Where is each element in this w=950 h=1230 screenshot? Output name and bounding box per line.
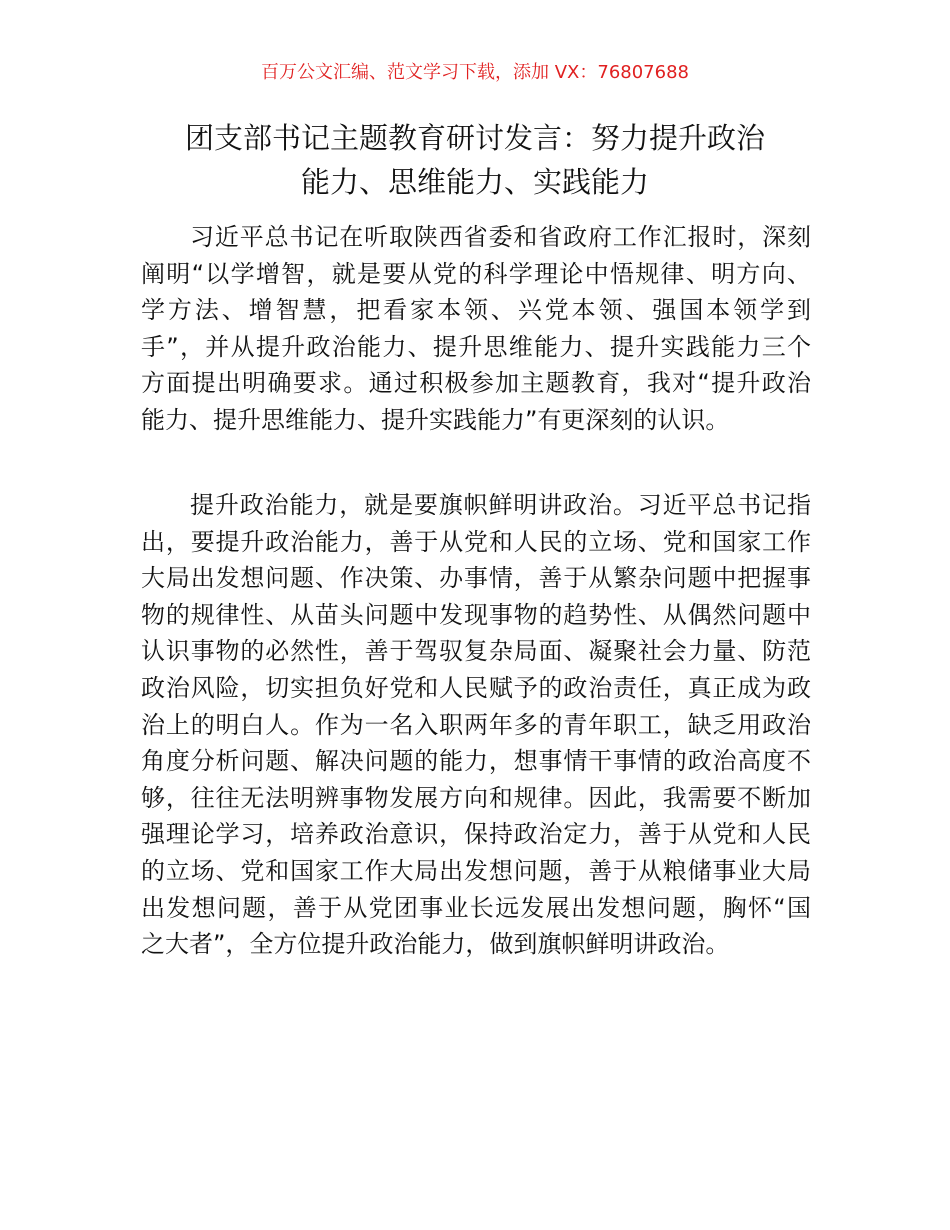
- title-line: 团支部书记主题教育研讨发言：努力提升政治: [184, 121, 765, 155]
- paragraph-line: 出，要提升政治能力，善于从党和人民的立场、党和国家工作: [141, 527, 811, 556]
- paragraph-line: 大局出发想问题、作决策、办事情，善于从繁杂问题中把握事: [141, 564, 811, 593]
- paragraph-line: 学方法、增智慧，把看家本领、兴党本领、强国本领学到: [141, 296, 811, 325]
- paragraph-line: 提升政治能力，就是要旗帜鲜明讲政治。习近平总书记指: [190, 491, 811, 519]
- paragraph-1: [141, 219, 811, 439]
- paragraph-line: 角度分析问题、解决问题的能力，想事情干事情的政治高度不: [141, 747, 811, 776]
- paragraph-line: 之大者”，全方位提升政治能力，做到旗帜鲜明讲政治。: [141, 930, 730, 959]
- paragraph-line: 出发想问题，善于从党团事业长远发展出发想问题，胸怀“国: [141, 893, 811, 922]
- paragraph-line: 认识事物的必然性，善于驾驭复杂局面、凝聚社会力量、防范: [141, 637, 811, 666]
- paragraph-line: 阐明“以学增智，就是要从党的科学理论中悟规律、明方向、: [141, 259, 811, 288]
- document-title: [0, 116, 950, 204]
- paragraph-line: 强理论学习，培养政治意识，保持政治定力，善于从党和人民: [141, 820, 811, 849]
- title-line: 能力、思维能力、实践能力: [300, 165, 649, 199]
- paragraph-line: 方面提出明确要求。通过积极参加主题教育，我对“提升政治: [141, 369, 811, 398]
- paragraph-2: [141, 487, 811, 963]
- paragraph-line: 手”，并从提升政治能力、提升思维能力、提升实践能力三个: [141, 332, 811, 361]
- paragraph-line: 够，往往无法明辨事物发展方向和规律。因此，我需要不断加: [141, 783, 811, 812]
- paragraph-line: 物的规律性、从苗头问题中发现事物的趋势性、从偶然问题中: [141, 600, 811, 629]
- paragraph-line: 能力、提升思维能力、提升实践能力”有更深刻的认识。: [141, 405, 730, 434]
- paragraph-line: 治上的明白人。作为一名入职两年多的青年职工，缺乏用政治: [141, 710, 811, 739]
- paragraph-line: 习近平总书记在听取陕西省委和省政府工作汇报时，深刻: [190, 223, 811, 251]
- watermark-banner: 百万公文汇编、范文学习下载，添加 VX：76807688: [261, 62, 689, 83]
- paragraph-line: 政治风险，切实担负好党和人民赋予的政治责任，真正成为政: [141, 673, 811, 702]
- paragraph-line: 的立场、党和国家工作大局出发想问题，善于从粮储事业大局: [141, 856, 811, 885]
